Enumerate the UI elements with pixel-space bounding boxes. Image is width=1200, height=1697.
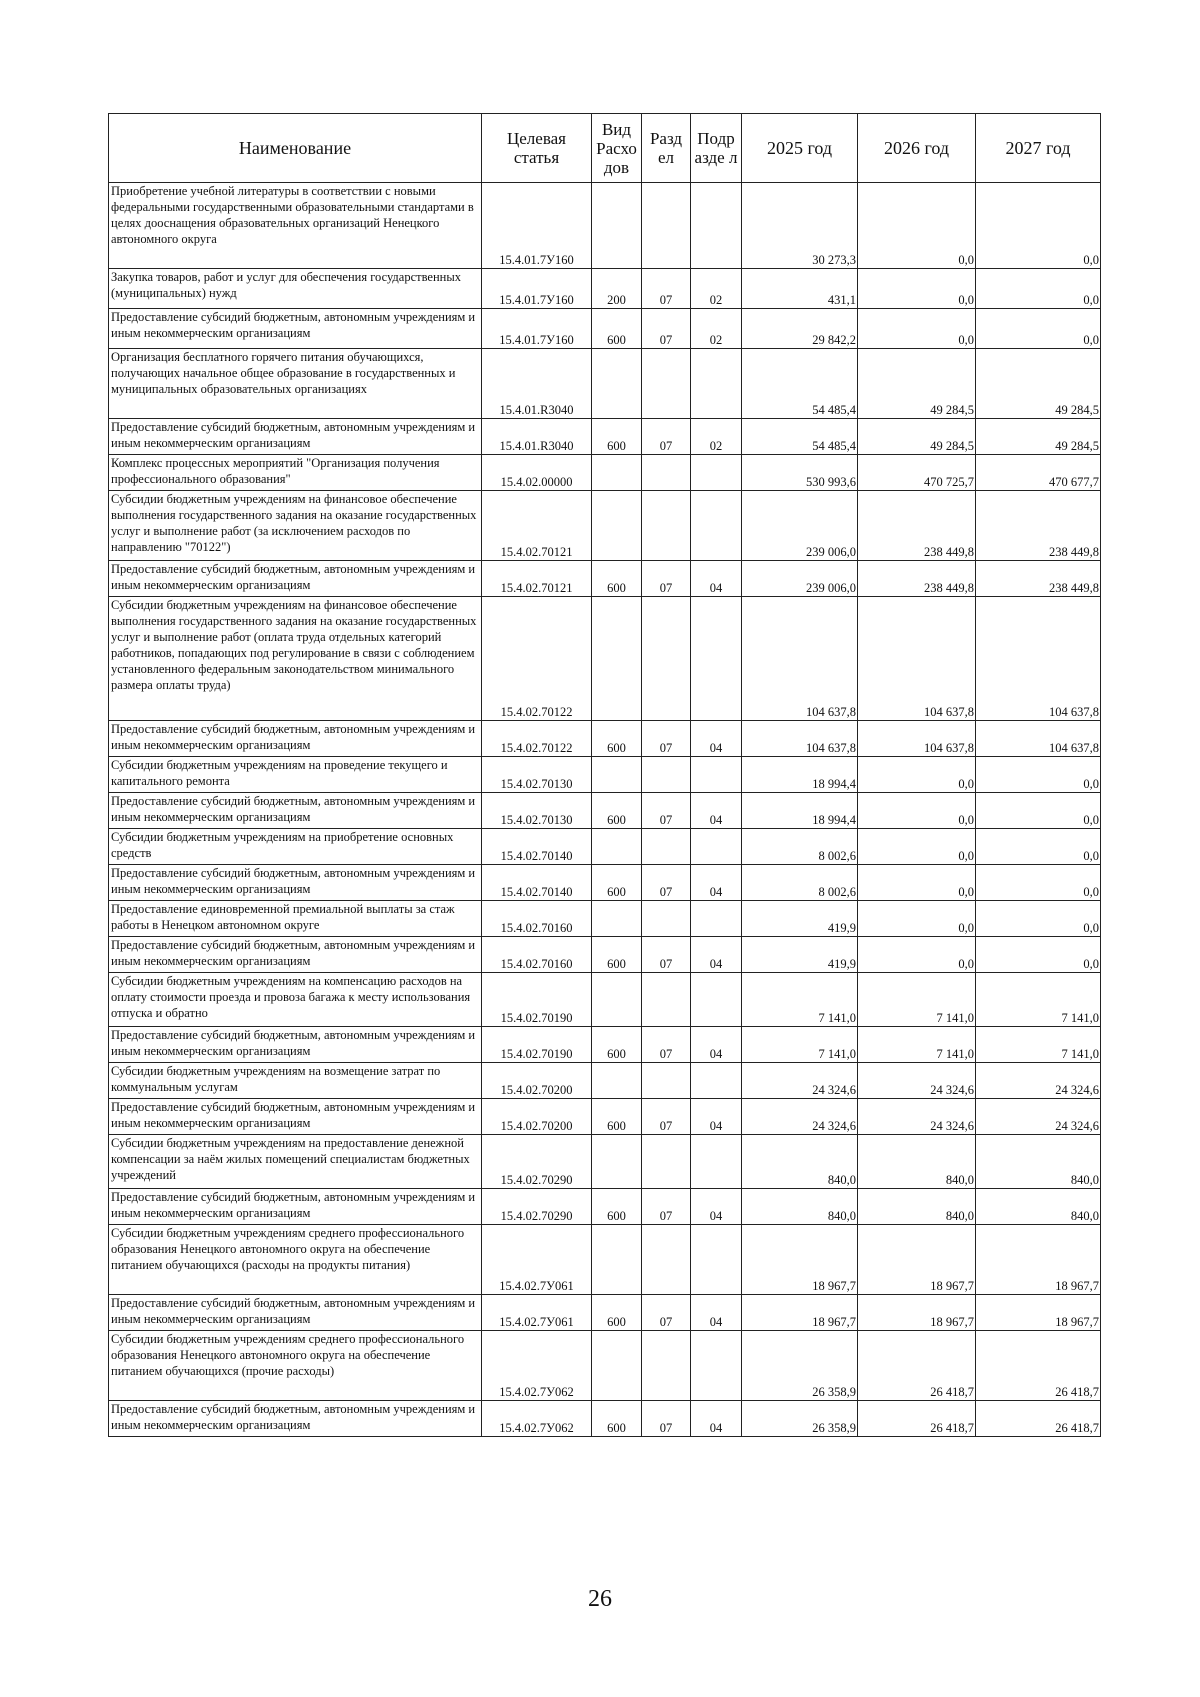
cell-name: Предоставление субсидий бюджетным, автономным учреждениям и иным некоммерческим организациям [109,1099,482,1135]
cell-2027: 840,0 [976,1135,1101,1189]
cell-article: 15.4.02.70140 [482,865,592,901]
cell-subsection: 02 [691,309,742,349]
cell-2026: 0,0 [858,183,976,269]
table-row [109,1225,1101,1295]
cell-article: 15.4.01.R3040 [482,349,592,419]
cell-2025: 18 994,4 [742,793,858,829]
table-row [109,1295,1101,1331]
cell-name: Предоставление субсидий бюджетным, автономным учреждениям и иным некоммерческим организациям [109,793,482,829]
cell-2025: 24 324,6 [742,1063,858,1099]
cell-subsection [691,1225,742,1295]
cell-2026: 238 449,8 [858,561,976,597]
table-row [109,183,1101,269]
cell-subsection: 02 [691,419,742,455]
cell-name: Предоставление субсидий бюджетным, автономным учреждениям и иным некоммерческим организациям [109,1401,482,1437]
cell-expense-type [592,1225,642,1295]
header-name: Наименование [109,114,482,183]
cell-expense-type: 600 [592,1189,642,1225]
cell-2025: 8 002,6 [742,865,858,901]
cell-2026: 104 637,8 [858,597,976,721]
cell-2027: 0,0 [976,309,1101,349]
cell-section: 07 [642,561,691,597]
cell-subsection: 04 [691,937,742,973]
cell-2027: 104 637,8 [976,597,1101,721]
cell-section [642,491,691,561]
cell-section: 07 [642,269,691,309]
cell-expense-type [592,973,642,1027]
cell-article: 15.4.02.70200 [482,1099,592,1135]
cell-subsection [691,597,742,721]
cell-section [642,455,691,491]
cell-subsection: 04 [691,1027,742,1063]
cell-2026: 24 324,6 [858,1063,976,1099]
cell-2027: 24 324,6 [976,1099,1101,1135]
cell-2026: 470 725,7 [858,455,976,491]
cell-article: 15.4.02.70290 [482,1189,592,1225]
table-row [109,865,1101,901]
cell-name: Организация бесплатного горячего питания обучающихся, получающих начальное общее образование в государственных и муниципальных образовательных организациях [109,349,482,419]
cell-expense-type [592,757,642,793]
cell-2026: 0,0 [858,937,976,973]
cell-name: Субсидии бюджетным учреждениям на компенсацию расходов на оплату стоимости проезда и провоза багажа к месту использования отпуска и обратно [109,973,482,1027]
page-number: 26 [588,1586,612,1612]
table-row [109,721,1101,757]
table-row [109,973,1101,1027]
cell-name: Субсидии бюджетным учреждениям на приобретение основных средств [109,829,482,865]
header-section: Разд ел [642,114,691,183]
cell-expense-type: 600 [592,865,642,901]
cell-section: 07 [642,1295,691,1331]
table-row [109,829,1101,865]
cell-2027: 104 637,8 [976,721,1101,757]
table-row [109,1063,1101,1099]
cell-expense-type: 200 [592,269,642,309]
cell-article: 15.4.01.7У160 [482,269,592,309]
cell-article: 15.4.02.70160 [482,901,592,937]
cell-section: 07 [642,1401,691,1437]
cell-section: 07 [642,1099,691,1135]
cell-name: Субсидии бюджетным учреждениям на проведение текущего и капитального ремонта [109,757,482,793]
cell-expense-type: 600 [592,937,642,973]
cell-article: 15.4.02.70122 [482,597,592,721]
cell-2026: 7 141,0 [858,973,976,1027]
cell-article: 15.4.01.7У160 [482,183,592,269]
cell-name: Предоставление субсидий бюджетным, автономным учреждениям и иным некоммерческим организациям [109,1295,482,1331]
cell-2025: 24 324,6 [742,1099,858,1135]
cell-article: 15.4.01.7У160 [482,309,592,349]
cell-2025: 18 967,7 [742,1295,858,1331]
cell-section [642,829,691,865]
cell-subsection: 04 [691,793,742,829]
cell-article: 15.4.02.7У062 [482,1331,592,1401]
cell-name: Субсидии бюджетным учреждениям на финансовое обеспечение выполнения государственного задания на оказание государственных услуг и выполнение работ (оплата труда отдельных категорий работников, попадающих под регулирование в связи с соблюдением установленного федеральным законодательством минимального размера оплаты труда) [109,597,482,721]
cell-expense-type: 600 [592,561,642,597]
header-2026: 2026 год [858,114,976,183]
cell-2027: 0,0 [976,937,1101,973]
table-row [109,309,1101,349]
cell-article: 15.4.02.70190 [482,1027,592,1063]
cell-article: 15.4.02.70130 [482,793,592,829]
cell-section: 07 [642,937,691,973]
header-2027: 2027 год [976,114,1101,183]
cell-2025: 431,1 [742,269,858,309]
cell-subsection: 04 [691,1099,742,1135]
cell-expense-type [592,183,642,269]
cell-2026: 0,0 [858,309,976,349]
cell-2026: 840,0 [858,1189,976,1225]
cell-2027: 49 284,5 [976,349,1101,419]
cell-name: Субсидии бюджетным учреждениям на возмещение затрат по коммунальным услугам [109,1063,482,1099]
cell-2026: 7 141,0 [858,1027,976,1063]
cell-2027: 0,0 [976,757,1101,793]
cell-article: 15.4.02.70200 [482,1063,592,1099]
cell-subsection [691,455,742,491]
cell-subsection [691,1063,742,1099]
budget-table [108,113,1101,1437]
cell-2026: 0,0 [858,793,976,829]
cell-2025: 18 994,4 [742,757,858,793]
cell-2027: 0,0 [976,829,1101,865]
cell-2026: 0,0 [858,269,976,309]
cell-expense-type [592,491,642,561]
cell-section: 07 [642,721,691,757]
cell-expense-type [592,1135,642,1189]
cell-2027: 18 967,7 [976,1295,1101,1331]
cell-subsection: 04 [691,1295,742,1331]
cell-expense-type [592,1331,642,1401]
cell-article: 15.4.02.70122 [482,721,592,757]
header-expense-type: Вид Расхо дов [592,114,642,183]
cell-2027: 7 141,0 [976,1027,1101,1063]
cell-2026: 104 637,8 [858,721,976,757]
cell-2027: 26 418,7 [976,1401,1101,1437]
cell-section [642,597,691,721]
cell-subsection [691,349,742,419]
cell-name: Закупка товаров, работ и услуг для обеспечения государственных (муниципальных) нужд [109,269,482,309]
cell-section: 07 [642,865,691,901]
cell-expense-type: 600 [592,1099,642,1135]
cell-section: 07 [642,419,691,455]
cell-expense-type [592,597,642,721]
cell-2026: 24 324,6 [858,1099,976,1135]
cell-2025: 239 006,0 [742,561,858,597]
cell-name: Предоставление субсидий бюджетным, автономным учреждениям и иным некоммерческим организациям [109,721,482,757]
cell-2025: 26 358,9 [742,1401,858,1437]
cell-2027: 49 284,5 [976,419,1101,455]
cell-name: Предоставление субсидий бюджетным, автономным учреждениям и иным некоммерческим организациям [109,561,482,597]
cell-2027: 26 418,7 [976,1331,1101,1401]
cell-2025: 104 637,8 [742,597,858,721]
table-row [109,561,1101,597]
table-row [109,1331,1101,1401]
cell-section [642,757,691,793]
cell-expense-type: 600 [592,1027,642,1063]
cell-article: 15.4.02.70290 [482,1135,592,1189]
cell-article: 15.4.02.70190 [482,973,592,1027]
cell-section: 07 [642,309,691,349]
cell-2025: 18 967,7 [742,1225,858,1295]
cell-2026: 238 449,8 [858,491,976,561]
cell-name: Предоставление субсидий бюджетным, автономным учреждениям и иным некоммерческим организациям [109,419,482,455]
cell-section [642,1331,691,1401]
cell-2027: 0,0 [976,183,1101,269]
cell-2027: 238 449,8 [976,491,1101,561]
table-row [109,1135,1101,1189]
cell-2027: 7 141,0 [976,973,1101,1027]
cell-name: Предоставление субсидий бюджетным, автономным учреждениям и иным некоммерческим организациям [109,937,482,973]
cell-section [642,1063,691,1099]
table-row [109,1401,1101,1437]
table-row [109,1189,1101,1225]
cell-name: Приобретение учебной литературы в соответствии с новыми федеральными государственными образовательными стандартами в целях дооснащения образовательных организаций Ненецкого автономного округа [109,183,482,269]
cell-2025: 530 993,6 [742,455,858,491]
cell-2027: 0,0 [976,865,1101,901]
cell-name: Субсидии бюджетным учреждениям на предоставление денежной компенсации за наём жилых помещений специалистам бюджетных учреждений [109,1135,482,1189]
cell-2025: 30 273,3 [742,183,858,269]
cell-2025: 239 006,0 [742,491,858,561]
cell-2025: 54 485,4 [742,349,858,419]
cell-expense-type: 600 [592,1401,642,1437]
cell-2025: 7 141,0 [742,1027,858,1063]
cell-expense-type: 600 [592,309,642,349]
cell-expense-type [592,1063,642,1099]
cell-subsection: 04 [691,1189,742,1225]
cell-subsection: 04 [691,1401,742,1437]
cell-2027: 470 677,7 [976,455,1101,491]
cell-subsection: 04 [691,561,742,597]
cell-article: 15.4.01.R3040 [482,419,592,455]
table-row [109,349,1101,419]
header-article: Целевая статья [482,114,592,183]
cell-2027: 238 449,8 [976,561,1101,597]
cell-section [642,973,691,1027]
cell-expense-type [592,349,642,419]
cell-subsection [691,183,742,269]
table-row [109,793,1101,829]
cell-name: Предоставление субсидий бюджетным, автономным учреждениям и иным некоммерческим организациям [109,865,482,901]
cell-article: 15.4.02.70140 [482,829,592,865]
cell-name: Предоставление единовременной премиальной выплаты за стаж работы в Ненецком автономном округе [109,901,482,937]
table-row [109,937,1101,973]
table-row [109,1027,1101,1063]
cell-subsection [691,973,742,1027]
cell-2026: 18 967,7 [858,1225,976,1295]
cell-2025: 7 141,0 [742,973,858,1027]
table-row [109,1099,1101,1135]
cell-section: 07 [642,1027,691,1063]
table-row [109,757,1101,793]
cell-article: 15.4.02.7У061 [482,1225,592,1295]
cell-2026: 26 418,7 [858,1331,976,1401]
cell-2027: 18 967,7 [976,1225,1101,1295]
cell-article: 15.4.02.70130 [482,757,592,793]
cell-subsection [691,1135,742,1189]
cell-subsection: 04 [691,721,742,757]
cell-section: 07 [642,793,691,829]
cell-2025: 26 358,9 [742,1331,858,1401]
cell-article: 15.4.02.70121 [482,561,592,597]
cell-2026: 49 284,5 [858,419,976,455]
cell-2027: 840,0 [976,1189,1101,1225]
cell-subsection [691,1331,742,1401]
cell-subsection [691,757,742,793]
cell-2026: 0,0 [858,829,976,865]
cell-2027: 0,0 [976,269,1101,309]
cell-section [642,901,691,937]
header-2025: 2025 год [742,114,858,183]
cell-2025: 419,9 [742,937,858,973]
cell-section [642,1225,691,1295]
cell-2026: 0,0 [858,865,976,901]
cell-section [642,1135,691,1189]
cell-name: Субсидии бюджетным учреждениям среднего профессионального образования Ненецкого автономного округа на обеспечение питанием обучающихся (прочие расходы) [109,1331,482,1401]
cell-expense-type: 600 [592,721,642,757]
cell-2026: 26 418,7 [858,1401,976,1437]
cell-2025: 840,0 [742,1135,858,1189]
cell-section: 07 [642,1189,691,1225]
cell-article: 15.4.02.7У061 [482,1295,592,1331]
cell-2025: 8 002,6 [742,829,858,865]
cell-2025: 419,9 [742,901,858,937]
cell-expense-type: 600 [592,793,642,829]
cell-2025: 29 842,2 [742,309,858,349]
cell-name: Предоставление субсидий бюджетным, автономным учреждениям и иным некоммерческим организациям [109,1027,482,1063]
table-row [109,455,1101,491]
cell-2027: 0,0 [976,793,1101,829]
cell-2025: 104 637,8 [742,721,858,757]
cell-subsection: 04 [691,865,742,901]
table-row [109,269,1101,309]
cell-2027: 0,0 [976,901,1101,937]
table-row [109,419,1101,455]
cell-2025: 840,0 [742,1189,858,1225]
table-row [109,491,1101,561]
cell-name: Субсидии бюджетным учреждениям на финансовое обеспечение выполнения государственного задания на оказание государственных услуг и выполнение работ (за исключением расходов по направлению "70122") [109,491,482,561]
cell-expense-type [592,901,642,937]
cell-2026: 18 967,7 [858,1295,976,1331]
cell-article: 15.4.02.00000 [482,455,592,491]
cell-expense-type: 600 [592,419,642,455]
cell-2026: 0,0 [858,757,976,793]
cell-name: Субсидии бюджетным учреждениям среднего профессионального образования Ненецкого автономного округа на обеспечение питанием обучающихся (расходы на продукты питания) [109,1225,482,1295]
cell-article: 15.4.02.7У062 [482,1401,592,1437]
cell-subsection: 02 [691,269,742,309]
header-subsection: Подр азде л [691,114,742,183]
cell-2025: 54 485,4 [742,419,858,455]
cell-subsection [691,901,742,937]
cell-expense-type: 600 [592,1295,642,1331]
cell-name: Комплекс процессных мероприятий "Организация получения профессионального образования" [109,455,482,491]
cell-article: 15.4.02.70121 [482,491,592,561]
cell-article: 15.4.02.70160 [482,937,592,973]
cell-subsection [691,829,742,865]
table-row [109,901,1101,937]
cell-2026: 49 284,5 [858,349,976,419]
cell-subsection [691,491,742,561]
table-row [109,597,1101,721]
table-header-row [109,114,1101,183]
cell-2026: 840,0 [858,1135,976,1189]
cell-name: Предоставление субсидий бюджетным, автономным учреждениям и иным некоммерческим организациям [109,309,482,349]
cell-2027: 24 324,6 [976,1063,1101,1099]
cell-section [642,183,691,269]
cell-2026: 0,0 [858,901,976,937]
table-body [109,183,1101,1437]
cell-name: Предоставление субсидий бюджетным, автономным учреждениям и иным некоммерческим организациям [109,1189,482,1225]
cell-expense-type [592,829,642,865]
cell-expense-type [592,455,642,491]
cell-section [642,349,691,419]
